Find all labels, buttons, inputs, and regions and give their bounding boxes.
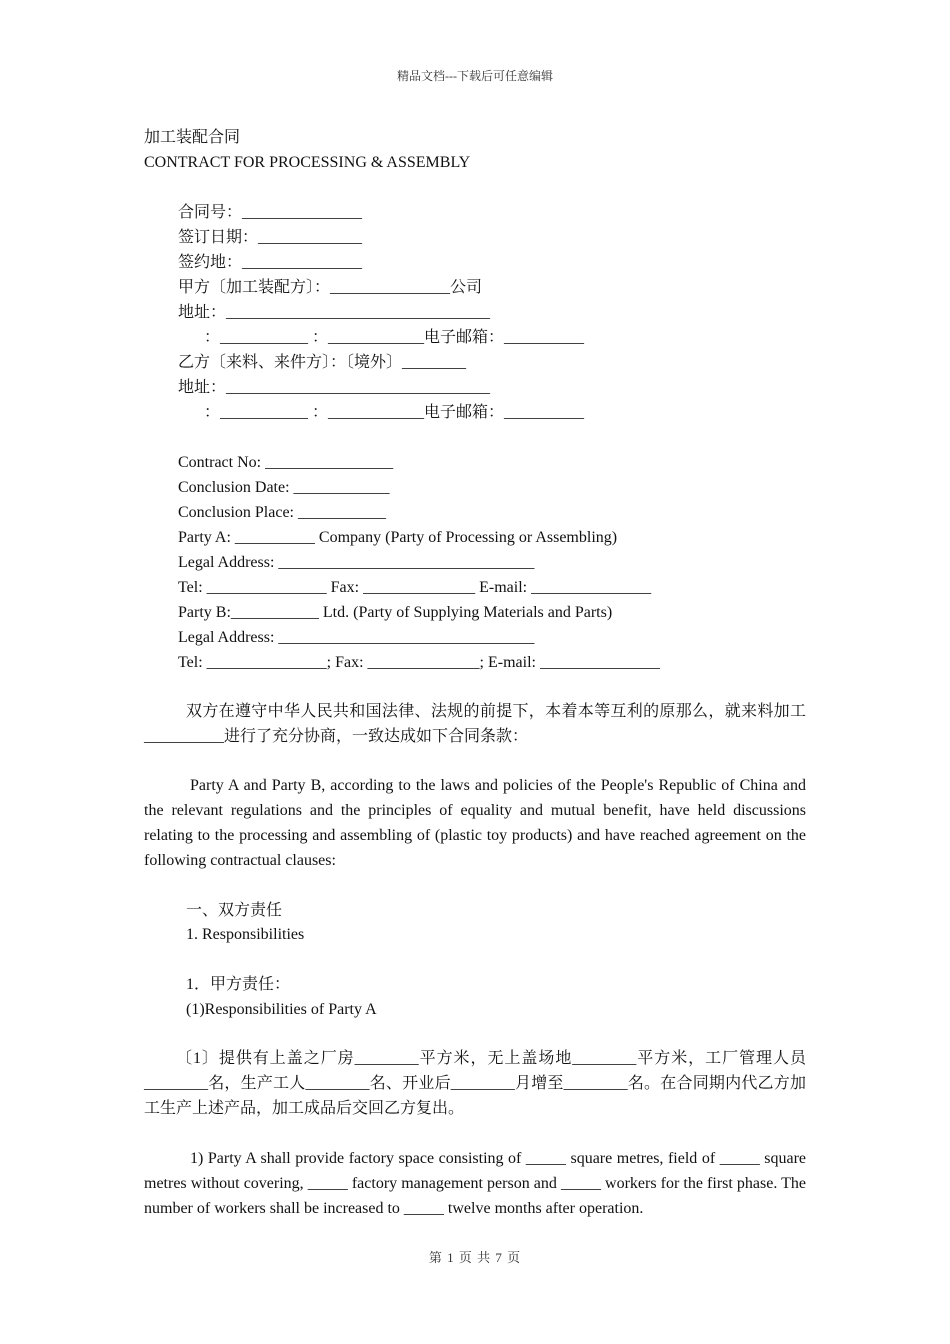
subsection-heading-cn: 1．甲方责任： <box>186 976 291 993</box>
cn-field-address-a: 地址：_________________________________ <box>178 304 491 321</box>
cn-field-contact-b: ：___________ ：____________电子邮箱：__________ <box>204 404 585 421</box>
en-field-party-b: Party B:___________ Ltd. (Party of Supplying Materials and Parts) <box>178 604 613 621</box>
cn-field-party-a: 甲方〔加工装配方〕：_______________公司 <box>178 279 483 296</box>
cn-field-party-b: 乙方〔来料、来件方〕：〔境外〕________ <box>178 354 467 371</box>
page-header: 精品文档---下载后可任意编辑 <box>397 69 553 83</box>
en-field-conclusion-date: Conclusion Date: ____________ <box>178 479 390 496</box>
page-footer: 第 1 页 共 7 页 <box>428 1250 522 1265</box>
cn-field-contract-no: 合同号：_______________ <box>178 204 363 221</box>
cn-field-address-b: 地址：_________________________________ <box>178 379 491 396</box>
en-field-contract-no: Contract No: ________________ <box>178 454 394 471</box>
subsection-heading-en: (1)Responsibilities of Party A <box>186 1001 377 1018</box>
cn-field-sign-place: 签约地：_______________ <box>178 254 363 271</box>
title-en: CONTRACT FOR PROCESSING & ASSEMBLY <box>144 154 471 171</box>
title-cn: 加工装配合同 <box>144 129 241 146</box>
en-field-contact-b: Tel: _______________; Fax: ______________; E-mail: _______________ <box>178 654 660 671</box>
en-field-party-a: Party A: __________ Company (Party of Processing or Assembling) <box>178 529 618 546</box>
en-field-address-a: Legal Address: ________________________________ <box>178 554 535 571</box>
cn-field-contact-a: ：___________ ：____________电子邮箱：__________ <box>204 329 585 346</box>
clause-1-cn: 〔1〕提供有上盖之厂房________平方米，无上盖场地________平方米，工厂管理人员________名，生产工人________名、开业后________月增至________名。在合同期内代乙方加工生产上述产品，加工成品后交回乙方复出。 <box>144 1050 806 1117</box>
intro-paragraph-cn: 双方在遵守中华人民共和国法律、法规的前提下，本着本等互利的原那么，就来料加工__________进行了充分协商，一致达成如下合同条款： <box>144 703 806 745</box>
en-field-conclusion-place: Conclusion Place: ___________ <box>178 504 386 521</box>
en-field-contact-a: Tel: _______________ Fax: ______________ E-mail: _______________ <box>178 579 652 596</box>
section-heading-en: 1. Responsibilities <box>186 926 305 943</box>
clause-1-en: 1) Party A shall provide factory space consisting of _____ square metres, field of _____ square metres without covering, _____ factory management person and _____ workers for the first phase. The number of workers shall be increased to _____ twelve months after operation. <box>144 1150 806 1217</box>
en-field-address-b: Legal Address: ________________________________ <box>178 629 535 646</box>
cn-field-sign-date: 签订日期：_____________ <box>178 229 363 246</box>
section-heading-cn: 一、双方责任 <box>186 902 283 919</box>
intro-paragraph-en: Party A and Party B, according to the laws and policies of the People's Republic of China and the relevant regulations and the principles of equality and mutual benefit, have held discussions relating to the processing and assembling of (plastic toy products) and have reached agreement on the following contractual clauses: <box>144 777 806 869</box>
